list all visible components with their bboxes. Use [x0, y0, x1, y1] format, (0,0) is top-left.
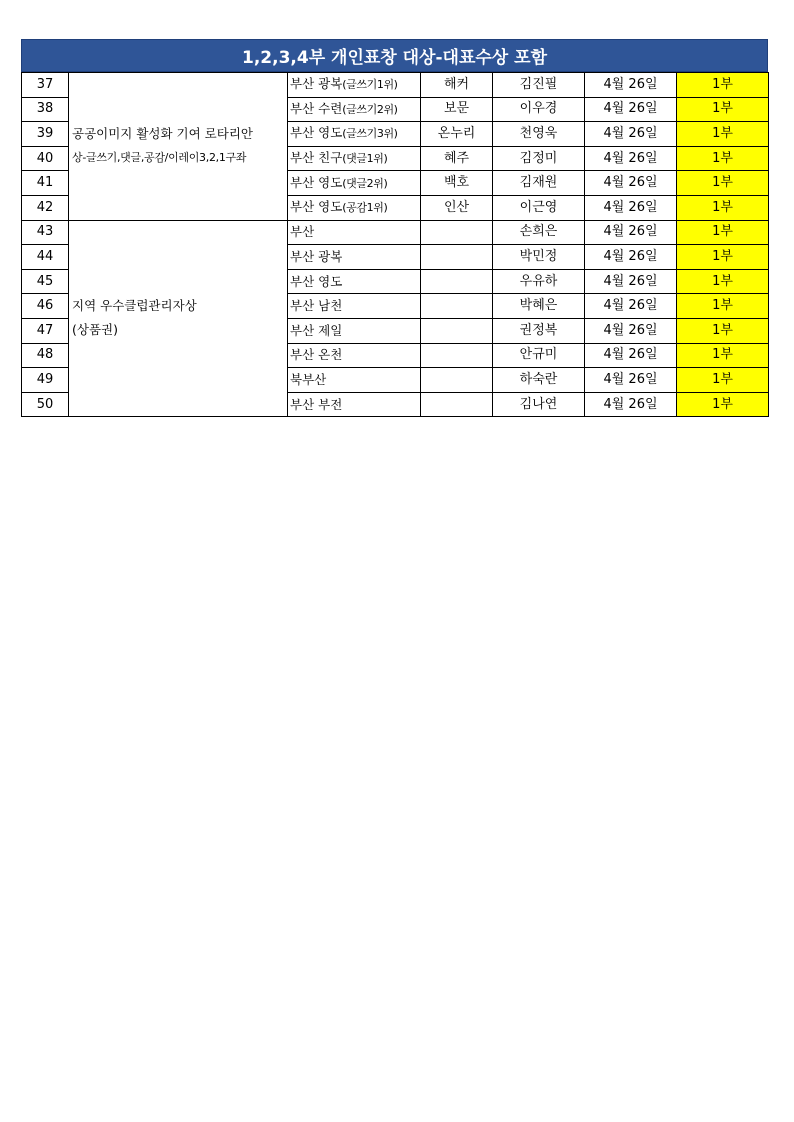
- club-label: 부산 영도: [290, 174, 343, 190]
- award-date: 4월 26일: [585, 392, 677, 417]
- row-number: 38: [22, 97, 69, 122]
- club-label: 부산 영도: [290, 199, 343, 215]
- session-part: 1부: [677, 318, 769, 343]
- club-name: [288, 171, 421, 196]
- table-row: [22, 220, 769, 245]
- row-number: 46: [22, 294, 69, 319]
- club-name: [288, 318, 421, 343]
- award-category-line1: 공공이미지 활성화 기여 로타리안: [72, 126, 253, 142]
- recipient-name: 이우경: [493, 97, 585, 122]
- club-name: [288, 97, 421, 122]
- session-part: 1부: [677, 171, 769, 196]
- award-category: [69, 73, 288, 221]
- row-number: 41: [22, 171, 69, 196]
- award-date: 4월 26일: [585, 220, 677, 245]
- club-name: [288, 146, 421, 171]
- award-category-line1: 지역 우수클럽관리자상: [72, 298, 197, 314]
- recipient-name: 김진필: [493, 73, 585, 98]
- session-part: 1부: [677, 122, 769, 147]
- club-rank-note: (공감1위): [342, 201, 388, 215]
- award-date: 4월 26일: [585, 245, 677, 270]
- recipient-name: 김재원: [493, 171, 585, 196]
- rotary-ho: 보문: [421, 97, 493, 122]
- recipient-name: 천영욱: [493, 122, 585, 147]
- award-date: 4월 26일: [585, 195, 677, 220]
- row-number: 40: [22, 146, 69, 171]
- rotary-ho: [421, 294, 493, 319]
- row-number: 48: [22, 343, 69, 368]
- table-row: [22, 73, 769, 98]
- club-name: [288, 294, 421, 319]
- club-label: 부산 친구: [290, 150, 343, 166]
- club-label: 부산 광복: [290, 248, 343, 264]
- award-date: 4월 26일: [585, 368, 677, 393]
- award-category: [69, 220, 288, 417]
- session-part: 1부: [677, 220, 769, 245]
- club-name: [288, 343, 421, 368]
- club-label: 부산 영도: [290, 273, 343, 289]
- club-rank-note: (글쓰기2위): [342, 102, 398, 116]
- club-name: [288, 245, 421, 270]
- rotary-ho: 혜주: [421, 146, 493, 171]
- session-part: 1부: [677, 343, 769, 368]
- row-number: 49: [22, 368, 69, 393]
- award-date: 4월 26일: [585, 171, 677, 196]
- club-label: 부산 제일: [290, 322, 343, 338]
- club-name: [288, 195, 421, 220]
- recipient-name: 박민정: [493, 245, 585, 270]
- recipient-name: 김정미: [493, 146, 585, 171]
- club-name: [288, 122, 421, 147]
- award-date: 4월 26일: [585, 73, 677, 98]
- award-category-line2: (상품권): [72, 322, 118, 338]
- session-part: 1부: [677, 73, 769, 98]
- club-label: 북부산: [290, 371, 327, 387]
- club-label: 부산 부전: [290, 396, 343, 412]
- award-date: 4월 26일: [585, 146, 677, 171]
- club-label: 부산 남천: [290, 298, 343, 314]
- session-part: 1부: [677, 294, 769, 319]
- session-part: 1부: [677, 269, 769, 294]
- club-label: 부산 광복: [290, 76, 343, 92]
- rotary-ho: [421, 245, 493, 270]
- rotary-ho: [421, 343, 493, 368]
- sheet-title: 1,2,3,4부 개인표창 대상-대표수상 포함: [21, 39, 768, 72]
- rotary-ho: [421, 318, 493, 343]
- award-date: 4월 26일: [585, 97, 677, 122]
- award-date: 4월 26일: [585, 122, 677, 147]
- recipient-name: 우유하: [493, 269, 585, 294]
- award-date: 4월 26일: [585, 343, 677, 368]
- session-part: 1부: [677, 146, 769, 171]
- row-number: 37: [22, 73, 69, 98]
- award-date: 4월 26일: [585, 318, 677, 343]
- award-table: [21, 72, 769, 417]
- club-name: [288, 392, 421, 417]
- row-number: 47: [22, 318, 69, 343]
- club-rank-note: (댓글1위): [342, 152, 388, 166]
- session-part: 1부: [677, 195, 769, 220]
- recipient-name: 안규미: [493, 343, 585, 368]
- award-date: 4월 26일: [585, 294, 677, 319]
- row-number: 45: [22, 269, 69, 294]
- club-label: 부산: [290, 224, 315, 240]
- club-rank-note: (글쓰기1위): [342, 78, 398, 92]
- club-label: 부산 영도: [290, 125, 343, 141]
- row-number: 44: [22, 245, 69, 270]
- rotary-ho: [421, 269, 493, 294]
- row-number: 50: [22, 392, 69, 417]
- award-sheet: [21, 39, 768, 417]
- rotary-ho: 온누리: [421, 122, 493, 147]
- rotary-ho: [421, 220, 493, 245]
- rotary-ho: [421, 368, 493, 393]
- club-rank-note: (글쓰기3위): [342, 127, 398, 141]
- recipient-name: 권정복: [493, 318, 585, 343]
- rotary-ho: [421, 392, 493, 417]
- recipient-name: 하숙란: [493, 368, 585, 393]
- award-category-line2: 상-글쓰기,댓글,공감/이레이3,2,1구좌: [72, 151, 247, 165]
- club-name: [288, 269, 421, 294]
- recipient-name: 이근영: [493, 195, 585, 220]
- row-number: 43: [22, 220, 69, 245]
- award-table-body: [22, 73, 769, 417]
- club-label: 부산 온천: [290, 347, 343, 363]
- rotary-ho: 백호: [421, 171, 493, 196]
- award-date: 4월 26일: [585, 269, 677, 294]
- row-number: 39: [22, 122, 69, 147]
- recipient-name: 박혜은: [493, 294, 585, 319]
- rotary-ho: 인산: [421, 195, 493, 220]
- session-part: 1부: [677, 97, 769, 122]
- rotary-ho: 해커: [421, 73, 493, 98]
- club-name: [288, 368, 421, 393]
- row-number: 42: [22, 195, 69, 220]
- club-name: [288, 220, 421, 245]
- club-rank-note: (댓글2위): [342, 176, 388, 190]
- recipient-name: 김나연: [493, 392, 585, 417]
- recipient-name: 손희은: [493, 220, 585, 245]
- session-part: 1부: [677, 245, 769, 270]
- session-part: 1부: [677, 368, 769, 393]
- club-label: 부산 수련: [290, 100, 343, 116]
- session-part: 1부: [677, 392, 769, 417]
- club-name: [288, 73, 421, 98]
